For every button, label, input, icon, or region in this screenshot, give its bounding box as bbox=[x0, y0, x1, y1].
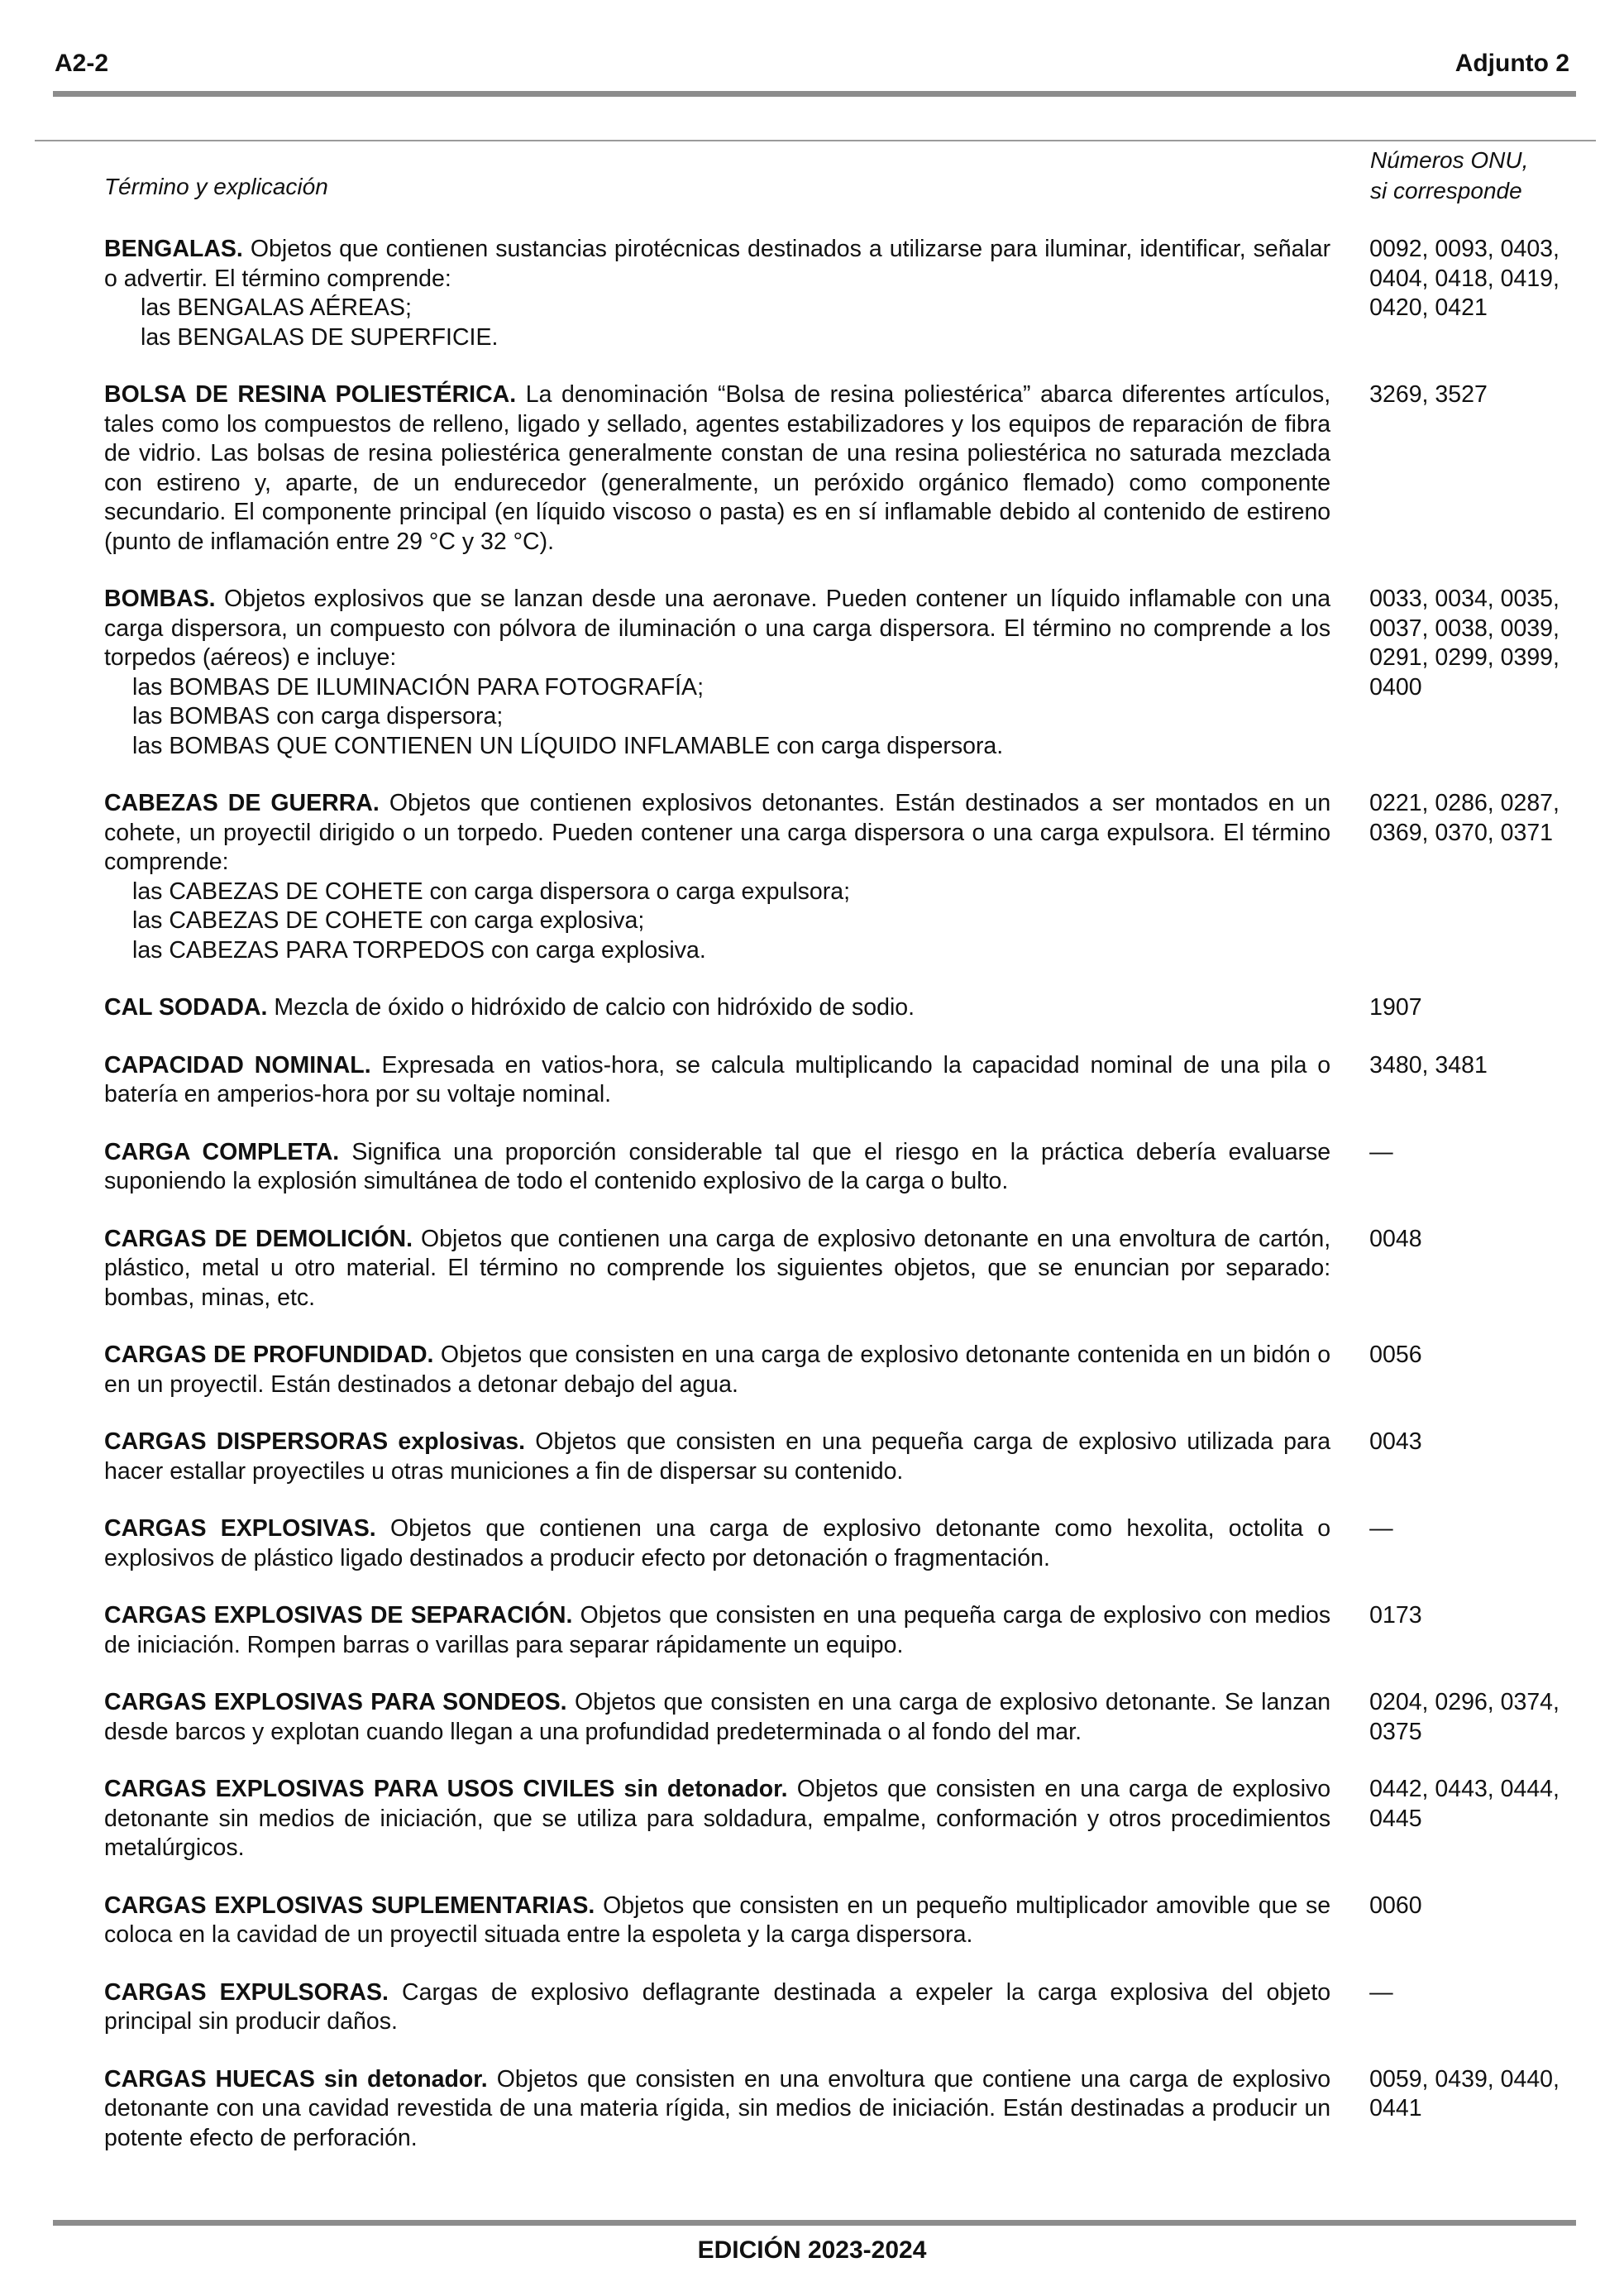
glossary-entry bbox=[104, 1775, 1593, 1863]
glossary-entry bbox=[104, 1428, 1593, 1486]
entry-un-numbers: 0048 bbox=[1369, 1225, 1422, 1252]
entry-subitem: las BENGALAS DE SUPERFICIE. bbox=[141, 323, 499, 351]
entry-un-numbers: 0056 bbox=[1369, 1342, 1422, 1368]
glossary-entry bbox=[104, 1601, 1593, 1660]
entry-term: CARGAS DE DEMOLICIÓN. bbox=[104, 1225, 413, 1252]
entry-definition bbox=[104, 1428, 1330, 1486]
entry-term: CARGAS EXPULSORAS. bbox=[104, 1978, 389, 2006]
entry-definition bbox=[104, 1225, 1330, 1313]
entry-term: CARGAS HUECAS sin detonador. bbox=[104, 2065, 488, 2093]
entry-definition bbox=[104, 1978, 1330, 2037]
entry-un-numbers: — bbox=[1369, 1978, 1393, 2006]
glossary-entry bbox=[104, 789, 1593, 965]
entry-explanation: La denominación “Bolsa de resina poliestérica” abarca diferentes artículos, tales como los compuestos de relleno, ligado y sellado, agentes estabilizadores y los equipos de reparación de fibra de vidrio. Las bolsas de resina poliestérica generalmente constan de una resina poliestérica no saturada mezclada con estireno y, aparte, de un endurecedor (generalmente, un peróxido orgánico flemado) como componente secundario. El componente principal (en líquido viscoso o pasta) es en sí inflamable debido al contenido de estireno (punto de inflamación entre 29 °C y 32 °C). bbox=[104, 381, 1331, 555]
entry-un-numbers: 3269, 3527 bbox=[1369, 381, 1488, 408]
entry-un-numbers: 0221, 0286, 0287, 0369, 0370, 0371 bbox=[1369, 790, 1560, 846]
glossary-entry bbox=[104, 1514, 1593, 1573]
entry-explanation: Objetos que consisten en una pequeña carga de explosivo utilizada para hacer estallar proyectiles u otras municiones a fin de dispersar su contenido. bbox=[104, 1428, 1331, 1485]
entry-explanation: Objetos que consisten en un pequeño multiplicador amovible que se coloca en la cavidad de un proyectil situada entre la espoleta y la carga dispersora. bbox=[104, 1892, 1331, 1948]
entry-un-numbers: 0092, 0093, 0403, 0404, 0418, 0419, 0420, 0421 bbox=[1369, 236, 1560, 321]
entry-un-numbers: 1907 bbox=[1369, 994, 1422, 1021]
entry-definition bbox=[104, 1775, 1330, 1863]
entry-subitem: las CABEZAS DE COHETE con carga dispersora o carga expulsora; bbox=[132, 878, 851, 905]
entry-term: CARGAS EXPLOSIVAS SUPLEMENTARIAS. bbox=[104, 1892, 595, 1919]
entry-term: CARGAS EXPLOSIVAS. bbox=[104, 1515, 376, 1542]
entry-un-numbers: 0204, 0296, 0374, 0375 bbox=[1369, 1689, 1560, 1745]
entry-definition bbox=[104, 585, 1330, 761]
entry-un-numbers: — bbox=[1369, 1138, 1393, 1165]
table-top-rule bbox=[35, 140, 1596, 141]
entry-un-numbers: 3480, 3481 bbox=[1369, 1051, 1488, 1079]
entry-subitem: las CABEZAS DE COHETE con carga explosiva; bbox=[132, 907, 645, 934]
glossary-entry bbox=[104, 993, 1593, 1023]
entry-un-numbers: 0060 bbox=[1369, 1892, 1422, 1919]
entry-explanation: Objetos que consisten en una carga de explosivo detonante contenida en un bidón o en un proyectil. Están destinados a detonar debajo del agua. bbox=[104, 1342, 1331, 1398]
header-rule bbox=[53, 91, 1576, 97]
glossary-entry bbox=[104, 235, 1593, 352]
glossary-entry bbox=[104, 585, 1593, 761]
glossary-entry bbox=[104, 1341, 1593, 1399]
entry-explanation: Objetos que consisten en una envoltura que contiene una carga de explosivo detonante con una cavidad revestida de una materia rígida, sin medios de iniciación. Están destinadas a producir un potente efecto de perforación. bbox=[104, 2065, 1331, 2151]
entry-term: BENGALAS. bbox=[104, 236, 243, 262]
entry-explanation: Objetos que contienen una carga de explosivo detonante en una envoltura de cartón, plástico, metal u otro material. El término no comprende los siguientes objetos, que se enuncian por separado: bombas, minas, etc. bbox=[104, 1225, 1331, 1311]
glossary-entry bbox=[104, 1978, 1593, 2037]
column-header-un-line1: Números ONU, bbox=[1370, 147, 1529, 173]
entry-definition bbox=[104, 1138, 1330, 1197]
entry-term: CARGAS EXPLOSIVAS PARA USOS CIVILES sin detonador. bbox=[104, 1776, 788, 1802]
entry-definition bbox=[104, 2065, 1330, 2154]
footer-rule bbox=[53, 2220, 1576, 2226]
glossary-entry bbox=[104, 1892, 1593, 1950]
entry-definition bbox=[104, 1688, 1330, 1747]
entry-explanation: Objetos explosivos que se lanzan desde una aeronave. Pueden contener un líquido inflamable con una carga dispersora, un compuesto con pólvora de iluminación o una carga dispersora. El término no comprende a los torpedos (aéreos) e incluye: bbox=[104, 586, 1331, 671]
entry-definition bbox=[104, 1514, 1330, 1573]
glossary-entry bbox=[104, 380, 1593, 557]
entry-term: CAL SODADA. bbox=[104, 994, 268, 1021]
entry-definition bbox=[104, 380, 1330, 557]
entry-explanation: Objetos que consisten en una pequeña carga de explosivo con medios de iniciación. Rompen barras o varillas para separar rápidamente un equipo. bbox=[104, 1602, 1331, 1658]
entry-term: CARGAS EXPLOSIVAS DE SEPARACIÓN. bbox=[104, 1602, 573, 1629]
glossary-entry bbox=[104, 1051, 1593, 1110]
column-header-un-line2: si corresponde bbox=[1370, 178, 1522, 203]
entry-explanation: Expresada en vatios-hora, se calcula multiplicando la capacidad nominal de una pila o batería en amperios-hora por su voltaje nominal. bbox=[104, 1051, 1331, 1107]
entry-term: CARGAS DE PROFUNDIDAD. bbox=[104, 1342, 434, 1368]
edition-footer: EDICIÓN 2023-2024 bbox=[697, 2236, 927, 2264]
entry-term: CARGAS EXPLOSIVAS PARA SONDEOS. bbox=[104, 1689, 567, 1715]
entry-definition bbox=[104, 1051, 1330, 1110]
entry-term: CAPACIDAD NOMINAL. bbox=[104, 1051, 371, 1079]
entry-subitem: las BOMBAS DE ILUMINACIÓN PARA FOTOGRAFÍA; bbox=[132, 673, 704, 701]
entry-definition bbox=[104, 993, 1330, 1023]
entry-subitem: las CABEZAS PARA TORPEDOS con carga explosiva. bbox=[132, 936, 706, 964]
entry-explanation: Significa una proporción considerable tal que el riesgo en la práctica debería evaluarse suponiendo la explosión simultánea de todo el contenido explosivo de la carga o bulto. bbox=[104, 1138, 1331, 1194]
entry-term: BOMBAS. bbox=[104, 586, 216, 612]
entry-explanation: Objetos que contienen sustancias pirotécnicas destinados a utilizarse para iluminar, identificar, señalar o advertir. El término comprende: bbox=[104, 236, 1331, 292]
glossary-entry bbox=[104, 2065, 1593, 2154]
glossary-entries bbox=[104, 235, 1593, 2181]
entry-explanation: Objetos que contienen explosivos detonantes. Están destinados a ser montados en un cohete, un proyectil dirigido o un torpedo. Pueden contener una carga dispersora o una carga expulsora. El término comprende: bbox=[104, 790, 1331, 875]
entry-definition bbox=[104, 1892, 1330, 1950]
entry-term: CABEZAS DE GUERRA. bbox=[104, 790, 380, 816]
entry-un-numbers: — bbox=[1369, 1515, 1393, 1542]
entry-un-numbers: 0059, 0439, 0440, 0441 bbox=[1369, 2065, 1560, 2121]
entry-term: CARGA COMPLETA. bbox=[104, 1138, 340, 1165]
entry-un-numbers: 0442, 0443, 0444, 0445 bbox=[1369, 1776, 1560, 1832]
entry-term: CARGAS DISPERSORAS explosivas. bbox=[104, 1428, 526, 1455]
entry-subitem: las BOMBAS QUE CONTIENEN UN LÍQUIDO INFLAMABLE con carga dispersora. bbox=[132, 732, 1004, 759]
glossary-entry bbox=[104, 1138, 1593, 1197]
entry-explanation: Cargas de explosivo deflagrante destinada a expeler la carga explosiva del objeto principal sin producir daños. bbox=[104, 1978, 1331, 2035]
column-header-term: Término y explicación bbox=[104, 174, 328, 199]
entry-definition bbox=[104, 1601, 1330, 1660]
entry-subitem: las BOMBAS con carga dispersora; bbox=[132, 703, 504, 729]
attachment-label: Adjunto 2 bbox=[1454, 50, 1569, 77]
page-number: A2-2 bbox=[55, 50, 109, 77]
glossary-entry bbox=[104, 1688, 1593, 1747]
glossary-entry bbox=[104, 1225, 1593, 1313]
entry-term: BOLSA DE RESINA POLIESTÉRICA. bbox=[104, 381, 517, 408]
entry-un-numbers: 0033, 0034, 0035, 0037, 0038, 0039, 0291, 0299, 0399, 0400 bbox=[1369, 586, 1560, 701]
entry-explanation: Objetos que contienen una carga de explosivo detonante como hexolita, octolita o explosivos de plástico ligado destinados a producir efecto por detonación o fragmentación. bbox=[104, 1515, 1331, 1571]
entry-explanation: Objetos que consisten en una carga de explosivo detonante sin medios de iniciación, que se utiliza para soldadura, empalme, conformación y otros procedimientos metalúrgicos. bbox=[104, 1776, 1331, 1861]
entry-un-numbers: 0043 bbox=[1369, 1428, 1422, 1455]
entry-un-numbers: 0173 bbox=[1369, 1602, 1422, 1629]
entry-definition bbox=[104, 1341, 1330, 1399]
entry-definition bbox=[104, 235, 1330, 352]
entry-definition bbox=[104, 789, 1330, 965]
column-header-un-numbers bbox=[1370, 145, 1528, 206]
entry-explanation: Mezcla de óxido o hidróxido de calcio con hidróxido de sodio. bbox=[274, 994, 915, 1021]
entry-explanation: Objetos que consisten en una carga de explosivo detonante. Se lanzan desde barcos y explotan cuando llegan a una profundidad predeterminada o al fondo del mar. bbox=[104, 1689, 1331, 1745]
entry-subitem: las BENGALAS AÉREAS; bbox=[141, 294, 412, 321]
